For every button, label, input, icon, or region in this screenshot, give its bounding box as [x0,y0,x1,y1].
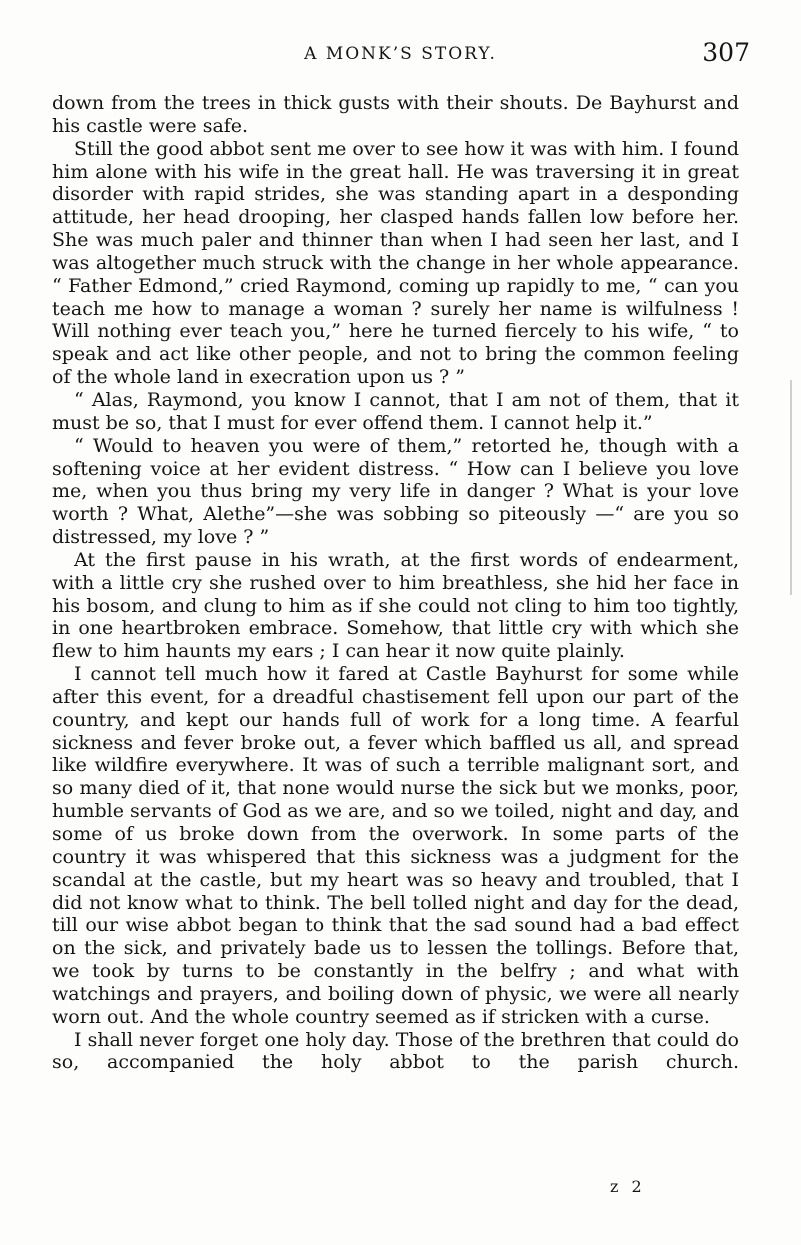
running-title: A MONK’S STORY. [304,44,497,64]
page-edge-rule [790,380,792,595]
paragraph: I shall never forget one holy day. Those of the brethren that could do so, accompanied the holy abbot to the parish church. [52,1028,739,1074]
paragraph: “ Would to heaven you were of them,” retorted he, though with a softening voice at her evident distress. “ How can I believe you love me, when you thus bring my very life in danger ? What is your love worth ? What, Alethe”—she was sobbing so piteously —“ are you so distressed, my love ? ” [52,434,739,549]
signature-mark: z 2 [610,1177,646,1196]
page-number: 307 [702,38,750,67]
paragraph: “ Alas, Raymond, you know I cannot, that I am not of them, that it must be so, that I must for ever offend them. I cannot help it.” [52,388,739,434]
paragraph: I cannot tell much how it fared at Castle Bayhurst for some while after this event, for a dreadful chastisement fell upon our part of the country, and kept our hands full of work for a long time. A fearful sickness and fever broke out, a fever which baffled us all, and spread like wildfire everywhere. It was of such a terrible malignant sort, and so many died of it, that none would nurse the sick but we monks, poor, humble servants of God as we are, and so we toiled, night and day, and some of us broke down from the overwork. In some parts of the country it was whispered that this sickness was a judgment for the scandal at the castle, but my heart was so heavy and troubled, that I did not know what to think. The bell tolled night and day for the dead, till our wise abbot began to think that the sad sound had a bad effect on the sick, and privately bade us to lessen the tollings. Before that, we took by turns to be constantly in the belfry ; and what with watchings and prayers, and boiling down of physic, we were all nearly worn out. And the whole country seemed as if stricken with a curse. [52,663,739,1028]
paragraph: At the first pause in his wrath, at the first words of endearment, with a little cry she rushed over to him breathless, she hid her face in his bosom, and clung to him as if she could not cling to him too tightly, in one heartbroken embrace. Somehow, that little cry with which she flew to him haunts my ears ; I can hear it now quite plainly. [52,548,739,663]
body-text [52,92,739,1074]
paragraph: down from the trees in thick gusts with their shouts. De Bayhurst and his castle were safe. [52,92,739,137]
paragraph: Still the good abbot sent me over to see how it was with him. I found him alone with his wife in the great hall. He was traversing it in great disorder with rapid strides, she was standing apart in a desponding attitude, her head drooping, her clasped hands fallen low before her. She was much paler and thinner than when I had seen her last, and I was altogether much struck with the change in her whole appearance. “ Father Edmond,” cried Raymond, coming up rapidly to me, “ can you teach me how to manage a woman ? surely her name is wilfulness ! Will nothing ever teach you,” here he turned fiercely to his wife, “ to speak and act like other people, and not to bring the common feeling of the whole land in execration upon us ? ” [52,137,739,389]
